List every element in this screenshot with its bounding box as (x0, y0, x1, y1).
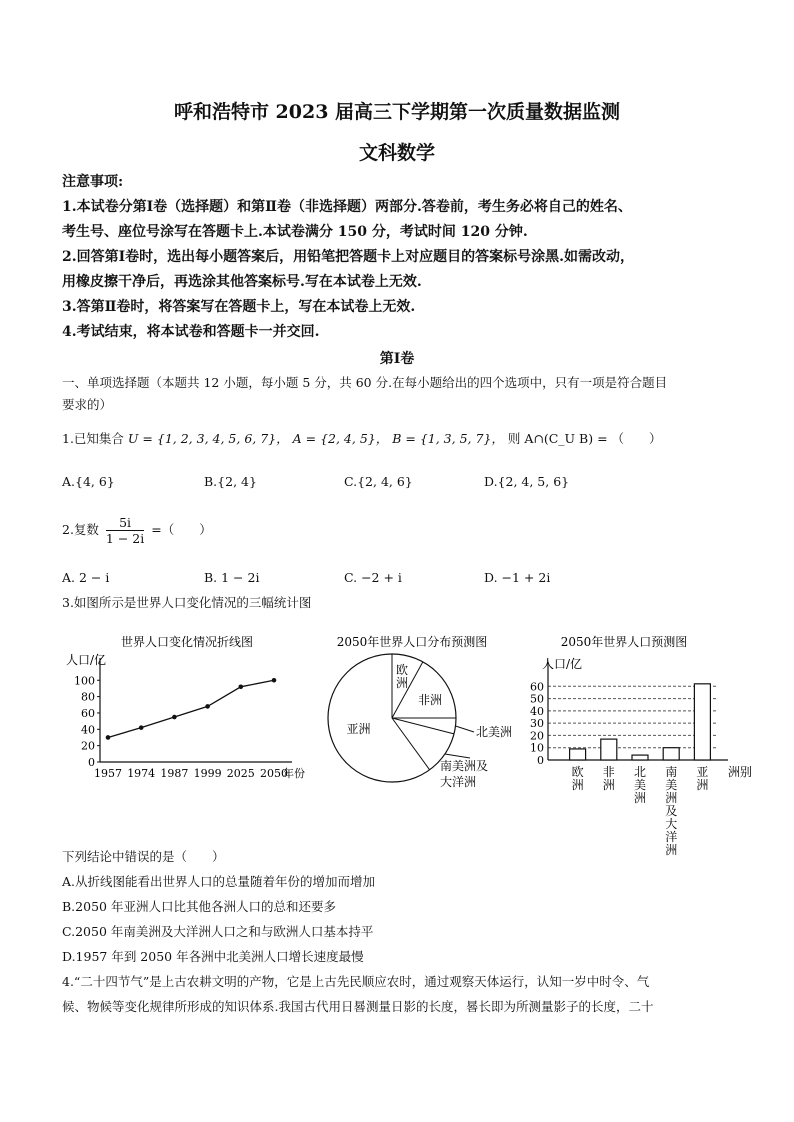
q3-option-c: C.2050 年南美洲及大洋洲人口之和与欧洲人口基本持平 (62, 924, 374, 939)
y-tick-label: 40 (530, 704, 544, 718)
x-tick-label: 北美洲 (633, 765, 647, 805)
q2-fraction (106, 515, 144, 546)
q1-prefix: 1.已知集合 (62, 431, 124, 446)
y-tick-label: 0 (88, 756, 95, 769)
y-tick-label: 20 (81, 739, 95, 753)
data-point (139, 725, 144, 730)
q1-option-d: D.{2, 4, 5, 6} (484, 474, 570, 489)
bar (632, 755, 648, 760)
pie-label: 北美洲 (476, 725, 513, 739)
q3-option-a: A.从折线图能看出世界人口的总量随着年份的增加而增加 (62, 874, 376, 889)
note-line: 1.本试卷分第Ⅰ卷（选择题）和第Ⅱ卷（非选择题）两部分.答卷前，考生务必将自己的姓名、 (62, 199, 632, 215)
page-subtitle: 文科数学 (358, 142, 435, 164)
x-tick-label: 亚洲 (696, 765, 709, 792)
leader-line (445, 754, 470, 758)
x-tick-label: 2025 (226, 767, 255, 780)
x-axis-label: 年份 (283, 767, 305, 780)
data-point (239, 685, 244, 690)
chart-title: 世界人口变化情况折线图 (120, 635, 254, 649)
q1-ask: 则 A∩(C_U B) = （ ） (507, 431, 662, 446)
chart-title: 2050年世界人口预测图 (560, 635, 688, 649)
note-line: 3.答第Ⅱ卷时，将答案写在答题卡上，写在本试卷上无效. (62, 299, 416, 315)
q2-denominator: 1 − 2i (105, 531, 145, 546)
pie-label: 非洲 (417, 693, 443, 707)
question-3-ask: 下列结论中错误的是（ ） (62, 849, 225, 864)
note-line: 用橡皮擦干净后，再选涂其他答案标号.写在本试卷上无效. (62, 274, 422, 290)
x-tick-label: 非洲 (602, 765, 615, 792)
note-line: 4.考试结束，将本试卷和答题卡一并交回. (62, 324, 320, 340)
pie-label: 欧洲 (395, 663, 409, 690)
y-tick-label: 60 (530, 680, 544, 694)
y-tick-label: 20 (530, 729, 544, 743)
y-tick-label: 60 (81, 706, 95, 720)
note-line: 2.回答第Ⅰ卷时，选出每小题答案后，用铅笔把答题卡上对应题目的答案标号涂黑.如需改动， (62, 249, 635, 265)
section-intro: 一、单项选择题（本题共 12 小题，每小题 5 分，共 60 分.在每小题给出的四个选项中，只有一项是符合题目 (62, 375, 668, 390)
x-axis-label: 洲别 (727, 765, 753, 779)
page-title: 呼和浩特市 2023 届高三下学期第一次质量数据监测 (173, 101, 621, 123)
leader-line (455, 726, 474, 732)
pie-label: 大洋洲 (440, 775, 477, 789)
x-tick-label: 1987 (160, 767, 189, 780)
population-line-chart (62, 628, 312, 788)
q2-numerator: 5i (106, 515, 144, 531)
y-tick-label: 40 (81, 723, 95, 737)
q1-option-b: B.{2, 4} (204, 474, 257, 489)
data-point (272, 678, 277, 683)
y-tick-label: 10 (530, 741, 544, 755)
chart-title: 2050年世界人口分布预测图 (336, 635, 488, 649)
x-tick-label: 1999 (193, 767, 222, 780)
data-point (172, 715, 177, 720)
pie-label: 南美洲及 (440, 759, 489, 773)
q1-set-a: A = {2, 4, 5}， (292, 431, 389, 446)
population-pie-chart (312, 628, 512, 793)
note-line: 考生号、座位号涂写在答题卡上.本试卷满分 150 分，考试时间 120 分钟. (62, 224, 528, 240)
population-bar-chart (514, 628, 754, 857)
y-tick-label: 80 (81, 690, 95, 704)
question-4-line: 候、物候等变化规律所形成的知识体系.我国古代用日晷测量日影的长度，晷长即为所测量影子的长度，二十 (62, 999, 654, 1014)
y-tick-label: 50 (530, 692, 544, 706)
y-axis-label: 人口/亿 (542, 657, 583, 671)
bar (601, 739, 617, 760)
q1-option-a: A.{4, 6} (62, 474, 115, 489)
q2-prefix: 2.复数 (62, 522, 99, 537)
q1-option-c: C.{2, 4, 6} (344, 474, 413, 489)
question-3-stem: 3.如图所示是世界人口变化情况的三幅统计图 (62, 595, 312, 610)
bar (570, 749, 586, 760)
q2-option-b: B. 1 − 2i (204, 570, 260, 585)
x-tick-label: 南美洲及大洋洲 (665, 765, 678, 857)
bar (694, 684, 710, 760)
y-axis-label: 人口/亿 (66, 653, 107, 667)
q2-suffix: =（ ） (151, 522, 212, 537)
q2-option-c: C. −2 + i (344, 570, 402, 585)
data-point (205, 704, 210, 709)
question-4-line: 4.“二十四节气”是上古农耕文明的产物，它是上古先民顺应农时，通过观察天体运行，认知一岁中时令、气 (62, 974, 650, 989)
q3-option-b: B.2050 年亚洲人口比其他各洲人口的总和还要多 (62, 899, 336, 914)
x-tick-label: 1974 (127, 767, 156, 780)
q2-option-a: A. 2 − i (62, 570, 110, 585)
series-line (108, 680, 274, 737)
y-tick-label: 0 (537, 754, 544, 767)
x-tick-label: 欧洲 (571, 765, 584, 792)
pie-label: 亚洲 (346, 721, 371, 736)
q2-option-d: D. −1 + 2i (484, 570, 551, 585)
bar (663, 748, 679, 760)
section-intro: 要求的） (62, 397, 113, 412)
section-title: 第Ⅰ卷 (379, 351, 415, 367)
y-tick-label: 30 (530, 717, 544, 731)
q1-set-u: U = {1, 2, 3, 4, 5, 6, 7}， (127, 431, 289, 446)
question-1-stem (62, 428, 662, 450)
x-tick-label: 1957 (94, 767, 122, 780)
q1-set-b: B = {1, 3, 5, 7}， (392, 431, 504, 446)
notes-heading: 注意事项: (62, 174, 124, 190)
x-tick-label: 2050 (260, 767, 288, 780)
q3-option-d: D.1957 年到 2050 年各洲中北美洲人口增长速度最慢 (62, 949, 364, 964)
question-2-stem (62, 515, 212, 546)
data-point (106, 735, 111, 740)
y-tick-label: 100 (74, 674, 95, 688)
